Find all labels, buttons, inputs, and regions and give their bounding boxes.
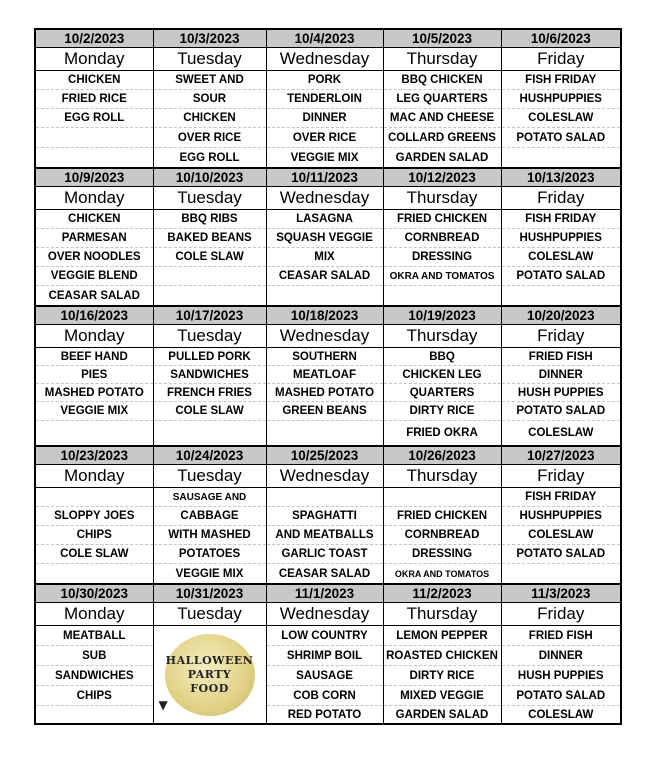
date-row [35,168,621,187]
menu-item-row [35,210,621,229]
menu-item-friday: FISH FRIDAY [501,210,621,229]
menu-item-tuesday [153,267,266,286]
menu-item-monday: BEEF HAND [35,348,153,366]
menu-item-thursday: LEG QUARTERS [383,90,501,109]
menu-item-tuesday: WITH MASHED [153,526,266,545]
menu-item-thursday: OKRA AND TOMATOS [383,564,501,585]
weekday-cell-tuesday: Tuesday [153,48,266,71]
menu-item-monday [35,706,153,725]
menu-item-thursday: GARDEN SALAD [383,148,501,169]
menu-item-thursday: DIRTY RICE [383,666,501,686]
weekday-cell-wednesday: Wednesday [266,465,383,488]
menu-item-monday: CHIPS [35,526,153,545]
date-cell-monday: 10/16/2023 [35,306,153,325]
menu-item-friday: POTATO SALAD [501,128,621,148]
weekday-cell-friday: Friday [501,325,621,348]
lunch-menu-calendar [34,28,622,725]
menu-item-wednesday: AND MEATBALLS [266,526,383,545]
menu-item-tuesday [153,286,266,307]
menu-item-thursday: LEMON PEPPER [383,626,501,646]
menu-item-thursday: DRESSING [383,545,501,564]
menu-item-wednesday [266,488,383,507]
date-cell-wednesday: 10/18/2023 [266,306,383,325]
menu-item-thursday: FRIED OKRA [383,421,501,447]
weekday-cell-thursday: Thursday [383,465,501,488]
menu-item-row [35,348,621,366]
menu-item-wednesday: COB CORN [266,686,383,706]
weekday-cell-tuesday: Tuesday [153,187,266,210]
weekday-cell-monday: Monday [35,48,153,71]
menu-item-monday: EGG ROLL [35,109,153,128]
menu-item-row [35,686,621,706]
menu-item-row [35,666,621,686]
menu-item-row [35,148,621,169]
menu-item-wednesday: LOW COUNTRY [266,626,383,646]
date-cell-thursday: 10/26/2023 [383,446,501,465]
weekday-cell-monday: Monday [35,465,153,488]
menu-item-wednesday: CEASAR SALAD [266,267,383,286]
menu-item-monday: VEGGIE BLEND [35,267,153,286]
menu-item-monday: CEASAR SALAD [35,286,153,307]
menu-item-tuesday: COLE SLAW [153,248,266,267]
menu-item-row [35,545,621,564]
weekday-cell-thursday: Thursday [383,48,501,71]
menu-item-monday [35,421,153,447]
weekday-cell-tuesday: Tuesday [153,465,266,488]
menu-item-tuesday: EGG ROLL [153,148,266,169]
weekday-cell-wednesday: Wednesday [266,48,383,71]
menu-item-friday: COLESLAW [501,109,621,128]
menu-item-monday: FRIED RICE [35,90,153,109]
menu-item-tuesday: SWEET AND [153,71,266,90]
menu-item-thursday: BBQ CHICKEN [383,71,501,90]
menu-item-thursday: CORNBREAD [383,526,501,545]
weekday-row [35,187,621,210]
menu-item-row [35,109,621,128]
halloween-party-cell [153,626,266,725]
date-row [35,29,621,48]
menu-item-monday: SUB [35,646,153,666]
menu-item-tuesday: FRENCH FRIES [153,384,266,402]
menu-item-wednesday: LASAGNA [266,210,383,229]
date-cell-monday: 10/9/2023 [35,168,153,187]
menu-item-thursday [383,488,501,507]
menu-item-monday: CHICKEN [35,210,153,229]
menu-item-row [35,526,621,545]
menu-item-tuesday: SANDWICHES [153,366,266,384]
weekday-cell-wednesday: Wednesday [266,325,383,348]
weekday-row [35,325,621,348]
menu-item-friday: HUSHPUPPIES [501,229,621,248]
menu-item-row [35,488,621,507]
menu-item-monday: SLOPPY JOES [35,507,153,526]
halloween-line-1: HALLOWEEN [165,653,254,667]
date-cell-monday: 10/30/2023 [35,584,153,603]
date-cell-tuesday: 10/24/2023 [153,446,266,465]
menu-item-tuesday: BAKED BEANS [153,229,266,248]
weekday-cell-friday: Friday [501,48,621,71]
date-row [35,306,621,325]
weekday-cell-thursday: Thursday [383,603,501,626]
menu-item-friday: COLESLAW [501,526,621,545]
menu-item-monday [35,148,153,169]
weekday-cell-friday: Friday [501,603,621,626]
weekday-cell-thursday: Thursday [383,187,501,210]
weekday-cell-tuesday: Tuesday [153,603,266,626]
weekday-cell-monday: Monday [35,325,153,348]
menu-item-friday: FISH FRIDAY [501,488,621,507]
menu-item-row [35,90,621,109]
weekday-cell-monday: Monday [35,603,153,626]
menu-item-friday: COLESLAW [501,248,621,267]
menu-item-thursday: BBQ [383,348,501,366]
menu-item-wednesday: GARLIC TOAST [266,545,383,564]
date-cell-friday: 10/6/2023 [501,29,621,48]
date-cell-friday: 11/3/2023 [501,584,621,603]
weekday-row [35,603,621,626]
menu-item-monday: OVER NOODLES [35,248,153,267]
menu-item-friday: COLESLAW [501,706,621,725]
menu-item-wednesday: RED POTATO [266,706,383,725]
menu-item-monday: CHIPS [35,686,153,706]
date-cell-wednesday: 10/4/2023 [266,29,383,48]
date-cell-thursday: 10/12/2023 [383,168,501,187]
menu-item-friday: FRIED FISH [501,348,621,366]
date-row [35,446,621,465]
date-cell-wednesday: 11/1/2023 [266,584,383,603]
menu-item-friday: HUSHPUPPIES [501,507,621,526]
menu-item-row [35,384,621,402]
menu-item-monday: PARMESAN [35,229,153,248]
menu-item-thursday: OKRA AND TOMATOS [383,267,501,286]
menu-item-friday [501,564,621,585]
menu-item-friday: POTATO SALAD [501,402,621,421]
date-cell-tuesday: 10/3/2023 [153,29,266,48]
menu-item-thursday: DRESSING [383,248,501,267]
menu-item-row [35,402,621,421]
menu-item-tuesday: POTATOES [153,545,266,564]
menu-item-monday: MEATBALL [35,626,153,646]
menu-item-tuesday: VEGGIE MIX [153,564,266,585]
halloween-party-badge [158,634,255,716]
menu-item-wednesday: SOUTHERN [266,348,383,366]
menu-item-friday [501,286,621,307]
menu-item-wednesday: GREEN BEANS [266,402,383,421]
menu-item-row [35,646,621,666]
menu-item-wednesday: DINNER [266,109,383,128]
weekday-cell-thursday: Thursday [383,325,501,348]
menu-item-wednesday: CEASAR SALAD [266,564,383,585]
menu-item-thursday: CORNBREAD [383,229,501,248]
date-cell-friday: 10/13/2023 [501,168,621,187]
menu-item-row [35,229,621,248]
menu-item-tuesday: COLE SLAW [153,402,266,421]
menu-item-monday: PIES [35,366,153,384]
menu-item-wednesday [266,286,383,307]
menu-item-friday: COLESLAW [501,421,621,447]
menu-item-monday [35,128,153,148]
menu-item-monday: CHICKEN [35,71,153,90]
menu-item-row [35,286,621,307]
date-cell-tuesday: 10/17/2023 [153,306,266,325]
menu-item-row [35,507,621,526]
menu-item-row [35,366,621,384]
date-cell-wednesday: 10/25/2023 [266,446,383,465]
menu-item-thursday: ROASTED CHICKEN [383,646,501,666]
date-cell-wednesday: 10/11/2023 [266,168,383,187]
menu-item-friday [501,148,621,169]
date-cell-tuesday: 10/31/2023 [153,584,266,603]
menu-item-friday: HUSHPUPPIES [501,90,621,109]
date-cell-friday: 10/27/2023 [501,446,621,465]
menu-item-row [35,706,621,725]
menu-item-wednesday: TENDERLOIN [266,90,383,109]
menu-item-monday [35,488,153,507]
menu-item-tuesday: CHICKEN [153,109,266,128]
menu-item-wednesday: MIX [266,248,383,267]
menu-item-monday: MASHED POTATO [35,384,153,402]
menu-item-thursday: MIXED VEGGIE [383,686,501,706]
menu-item-monday: VEGGIE MIX [35,402,153,421]
menu-item-tuesday: OVER RICE [153,128,266,148]
menu-item-monday [35,564,153,585]
weekday-cell-tuesday: Tuesday [153,325,266,348]
weekday-row [35,465,621,488]
menu-item-wednesday: SQUASH VEGGIE [266,229,383,248]
menu-item-thursday: FRIED CHICKEN [383,210,501,229]
weekday-cell-friday: Friday [501,187,621,210]
menu-item-friday: POTATO SALAD [501,267,621,286]
menu-item-wednesday: VEGGIE MIX [266,148,383,169]
menu-item-friday: POTATO SALAD [501,686,621,706]
menu-item-friday: FRIED FISH [501,626,621,646]
menu-item-friday: DINNER [501,646,621,666]
weekday-cell-monday: Monday [35,187,153,210]
menu-item-tuesday: CABBAGE [153,507,266,526]
menu-item-tuesday: BBQ RIBS [153,210,266,229]
date-cell-monday: 10/2/2023 [35,29,153,48]
menu-item-thursday: MAC AND CHEESE [383,109,501,128]
menu-item-thursday: QUARTERS [383,384,501,402]
menu-item-wednesday: MEATLOAF [266,366,383,384]
menu-item-row [35,421,621,447]
menu-item-friday: FISH FRIDAY [501,71,621,90]
bat-icon: ▼ [158,697,169,712]
menu-item-row [35,128,621,148]
date-cell-thursday: 10/19/2023 [383,306,501,325]
menu-item-row [35,71,621,90]
menu-item-thursday: GARDEN SALAD [383,706,501,725]
date-cell-monday: 10/23/2023 [35,446,153,465]
weekday-cell-wednesday: Wednesday [266,187,383,210]
weekday-row [35,48,621,71]
menu-item-thursday: CHICKEN LEG [383,366,501,384]
menu-item-row [35,564,621,585]
menu-item-tuesday: SAUSAGE AND [153,488,266,507]
menu-item-wednesday: MASHED POTATO [266,384,383,402]
date-cell-thursday: 11/2/2023 [383,584,501,603]
date-row [35,584,621,603]
menu-item-wednesday: PORK [266,71,383,90]
menu-item-monday: SANDWICHES [35,666,153,686]
menu-item-wednesday: OVER RICE [266,128,383,148]
menu-item-thursday: FRIED CHICKEN [383,507,501,526]
menu-item-thursday: COLLARD GREENS [383,128,501,148]
menu-item-row [35,267,621,286]
menu-item-tuesday [153,421,266,447]
menu-item-friday: DINNER [501,366,621,384]
weekday-cell-wednesday: Wednesday [266,603,383,626]
menu-item-row [35,626,621,646]
menu-item-friday: HUSH PUPPIES [501,384,621,402]
menu-item-wednesday [266,421,383,447]
menu-item-wednesday: SHRIMP BOIL [266,646,383,666]
menu-item-wednesday: SPAGHATTI [266,507,383,526]
halloween-line-2: PARTY [187,667,232,681]
halloween-line-3: FOOD [190,681,229,695]
menu-item-thursday: DIRTY RICE [383,402,501,421]
menu-item-friday: POTATO SALAD [501,545,621,564]
menu-item-tuesday: SOUR [153,90,266,109]
menu-item-wednesday: SAUSAGE [266,666,383,686]
menu-item-row [35,248,621,267]
date-cell-tuesday: 10/10/2023 [153,168,266,187]
menu-item-friday: HUSH PUPPIES [501,666,621,686]
menu-item-monday: COLE SLAW [35,545,153,564]
menu-item-tuesday: PULLED PORK [153,348,266,366]
weekday-cell-friday: Friday [501,465,621,488]
date-cell-thursday: 10/5/2023 [383,29,501,48]
menu-item-thursday [383,286,501,307]
date-cell-friday: 10/20/2023 [501,306,621,325]
